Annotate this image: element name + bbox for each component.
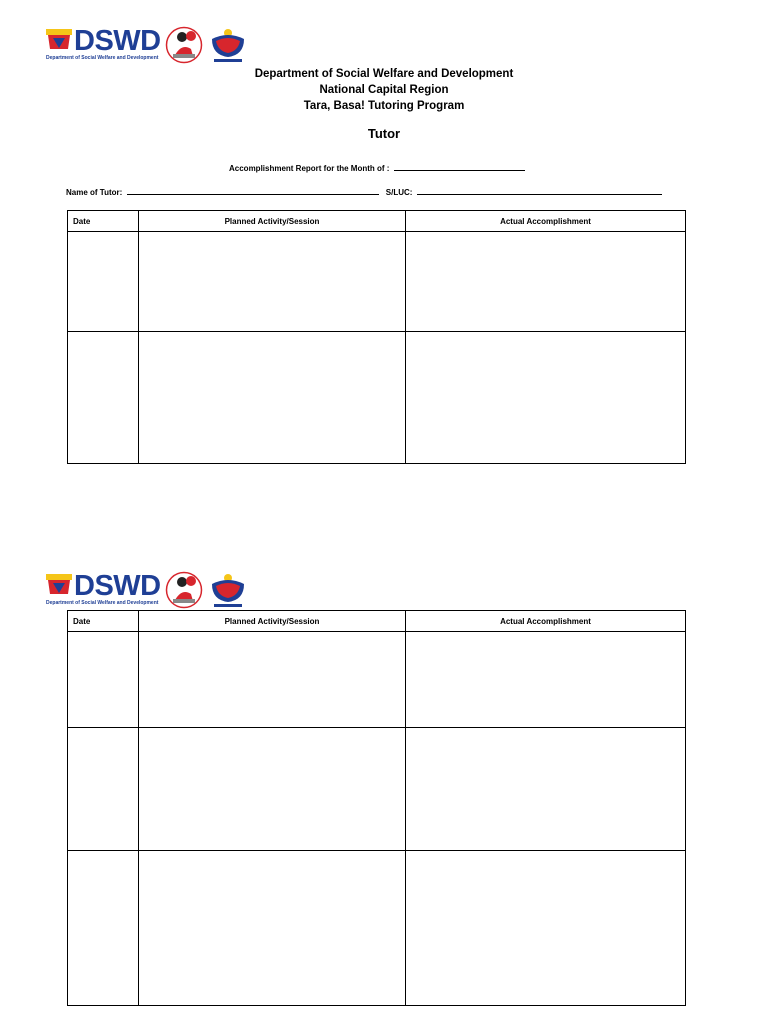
dswd-emblem-icon (46, 29, 72, 51)
header-line-agency: Department of Social Welfare and Development (254, 68, 514, 80)
tara-basa-logo-icon (165, 570, 203, 610)
table-row (68, 332, 686, 464)
table-row (68, 632, 686, 728)
planned-cell[interactable] (139, 332, 406, 464)
planned-cell[interactable] (139, 728, 406, 851)
actual-cell[interactable] (406, 332, 686, 464)
dswd-wordmark: DSWD (74, 570, 161, 602)
date-cell[interactable] (68, 632, 139, 728)
planned-cell[interactable] (139, 632, 406, 728)
tutor-name-label: Name of Tutor: (66, 188, 123, 197)
dswd-subtitle: Department of Social Welfare and Development (46, 55, 159, 61)
accomplishment-table-2 (67, 610, 686, 1006)
column-header-actual: Actual Accomplishment (406, 611, 686, 632)
column-header-planned: Planned Activity/Session (139, 611, 406, 632)
tara-basa-logo-icon (165, 25, 203, 65)
actual-cell[interactable] (406, 232, 686, 332)
document-title: Tutor (367, 126, 401, 141)
table-header-row (68, 611, 686, 632)
bagong-pilipinas-logo-icon (208, 570, 248, 610)
table-row (68, 851, 686, 1006)
date-cell[interactable] (68, 851, 139, 1006)
logo-row (46, 25, 256, 65)
table-header-row (68, 211, 686, 232)
planned-cell[interactable] (139, 232, 406, 332)
actual-cell[interactable] (406, 851, 686, 1006)
bagong-pilipinas-logo-icon (208, 25, 248, 65)
column-header-planned: Planned Activity/Session (139, 211, 406, 232)
accomplishment-table-1 (67, 210, 686, 464)
table-row (68, 232, 686, 332)
report-month-blank[interactable] (394, 162, 525, 171)
column-header-date: Date (68, 611, 139, 632)
table-row (68, 728, 686, 851)
date-cell[interactable] (68, 332, 139, 464)
report-month-field (229, 162, 525, 173)
dswd-wordmark: DSWD (74, 25, 161, 57)
header-line-program: Tara, Basa! Tutoring Program (303, 100, 465, 112)
header-line-region: National Capital Region (319, 84, 449, 96)
tutor-name-blank[interactable] (127, 186, 379, 195)
sluc-blank[interactable] (417, 186, 662, 195)
dswd-subtitle: Department of Social Welfare and Development (46, 600, 159, 606)
logo-row (46, 570, 256, 610)
actual-cell[interactable] (406, 632, 686, 728)
planned-cell[interactable] (139, 851, 406, 1006)
report-month-label: Accomplishment Report for the Month of : (229, 164, 390, 173)
agency-header (0, 66, 768, 114)
column-header-date: Date (68, 211, 139, 232)
date-cell[interactable] (68, 728, 139, 851)
tutor-fields (66, 186, 662, 197)
date-cell[interactable] (68, 232, 139, 332)
sluc-label: S/LUC: (385, 188, 413, 197)
column-header-actual: Actual Accomplishment (406, 211, 686, 232)
dswd-emblem-icon (46, 574, 72, 596)
actual-cell[interactable] (406, 728, 686, 851)
